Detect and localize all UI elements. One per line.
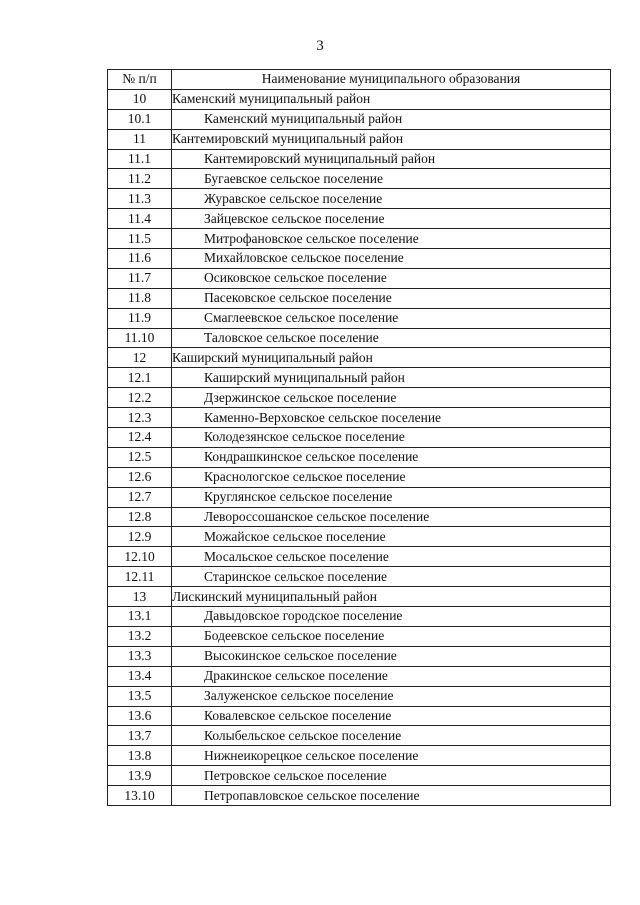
header-row [108,70,611,90]
table-row [108,766,611,786]
row-number: 12.1 [108,368,172,388]
row-number: 11.1 [108,149,172,169]
district-name: Лискинский муниципальный район [172,587,611,607]
district-name: Каширский муниципальный район [172,348,611,368]
settlement-name: Старинское сельское поселение [172,567,611,587]
settlement-name: Бодеевское сельское поселение [172,626,611,646]
table-row [108,746,611,766]
row-number: 12.10 [108,547,172,567]
table-row [108,209,611,229]
row-number: 12.6 [108,467,172,487]
table-row [108,686,611,706]
settlement-name: Каменно-Верховское сельское поселение [172,408,611,428]
row-number: 11.7 [108,268,172,288]
settlement-name: Залуженское сельское поселение [172,686,611,706]
settlement-name: Бугаевское сельское поселение [172,169,611,189]
settlement-name: Митрофановское сельское поселение [172,229,611,249]
column-header-number: № п/п [108,70,172,90]
row-number: 10 [108,89,172,109]
table-row [108,308,611,328]
settlement-name: Мосальское сельское поселение [172,547,611,567]
row-number: 12.4 [108,428,172,448]
settlement-name: Таловское сельское поселение [172,328,611,348]
settlement-name: Высокинское сельское поселение [172,646,611,666]
row-number: 12.9 [108,527,172,547]
table-row [108,467,611,487]
settlement-name: Левороссошанское сельское поселение [172,507,611,527]
settlement-name: Каменский муниципальный район [172,109,611,129]
table-row [108,487,611,507]
table-row [108,229,611,249]
settlement-name: Каширский муниципальный район [172,368,611,388]
row-number: 13.4 [108,666,172,686]
table-row [108,607,611,627]
table-row [108,89,611,109]
row-number: 12.7 [108,487,172,507]
table-row [108,507,611,527]
table-header [108,70,611,90]
table-row [108,706,611,726]
table-row [108,587,611,607]
district-name: Каменский муниципальный район [172,89,611,109]
municipality-table [107,69,611,806]
settlement-name: Давыдовское городское поселение [172,607,611,627]
table-row [108,348,611,368]
row-number: 13.7 [108,726,172,746]
table-body [108,89,611,805]
table-row [108,726,611,746]
table-row [108,646,611,666]
row-number: 12.8 [108,507,172,527]
table-row [108,368,611,388]
settlement-name: Кантемировский муниципальный район [172,149,611,169]
settlement-name: Краснологское сельское поселение [172,467,611,487]
row-number: 13.2 [108,626,172,646]
row-number: 13.1 [108,607,172,627]
settlement-name: Зайцевское сельское поселение [172,209,611,229]
row-number: 13.8 [108,746,172,766]
settlement-name: Дракинское сельское поселение [172,666,611,686]
row-number: 13.3 [108,646,172,666]
table-row [108,786,611,806]
row-number: 12.2 [108,388,172,408]
row-number: 12 [108,348,172,368]
row-number: 13 [108,587,172,607]
settlement-name: Дзержинское сельское поселение [172,388,611,408]
row-number: 13.10 [108,786,172,806]
row-number: 13.5 [108,686,172,706]
row-number: 12.11 [108,567,172,587]
table-row [108,129,611,149]
table-row [108,189,611,209]
table-row [108,447,611,467]
table-row [108,169,611,189]
row-number: 11 [108,129,172,149]
settlement-name: Петропавловское сельское поселение [172,786,611,806]
row-number: 11.2 [108,169,172,189]
settlement-name: Петровское сельское поселение [172,766,611,786]
row-number: 11.8 [108,288,172,308]
row-number: 13.9 [108,766,172,786]
row-number: 11.9 [108,308,172,328]
row-number: 11.4 [108,209,172,229]
row-number: 11.3 [108,189,172,209]
settlement-name: Осиковское сельское поселение [172,268,611,288]
row-number: 12.5 [108,447,172,467]
row-number: 13.6 [108,706,172,726]
column-header-name: Наименование муниципального образования [172,70,611,90]
settlement-name: Смаглеевское сельское поселение [172,308,611,328]
table-row [108,109,611,129]
table-row [108,567,611,587]
table-row [108,666,611,686]
row-number: 11.5 [108,229,172,249]
settlement-name: Колодезянское сельское поселение [172,428,611,448]
table-row [108,428,611,448]
settlement-name: Журавское сельское поселение [172,189,611,209]
settlement-name: Пасековское сельское поселение [172,288,611,308]
settlement-name: Колыбельское сельское поселение [172,726,611,746]
table-row [108,328,611,348]
settlement-name: Нижнеикорецкое сельское поселение [172,746,611,766]
district-name: Кантемировский муниципальный район [172,129,611,149]
table-row [108,388,611,408]
table-row [108,408,611,428]
table-row [108,527,611,547]
row-number: 11.6 [108,249,172,269]
settlement-name: Кондрашкинское сельское поселение [172,447,611,467]
table-row [108,626,611,646]
settlement-name: Можайское сельское поселение [172,527,611,547]
row-number: 11.10 [108,328,172,348]
settlement-name: Ковалевское сельское поселение [172,706,611,726]
page-number: 3 [316,38,324,54]
settlement-name: Круглянское сельское поселение [172,487,611,507]
row-number: 12.3 [108,408,172,428]
table-row [108,249,611,269]
table-row [108,547,611,567]
settlement-name: Михайловское сельское поселение [172,249,611,269]
row-number: 10.1 [108,109,172,129]
table-row [108,268,611,288]
table-row [108,288,611,308]
table-row [108,149,611,169]
